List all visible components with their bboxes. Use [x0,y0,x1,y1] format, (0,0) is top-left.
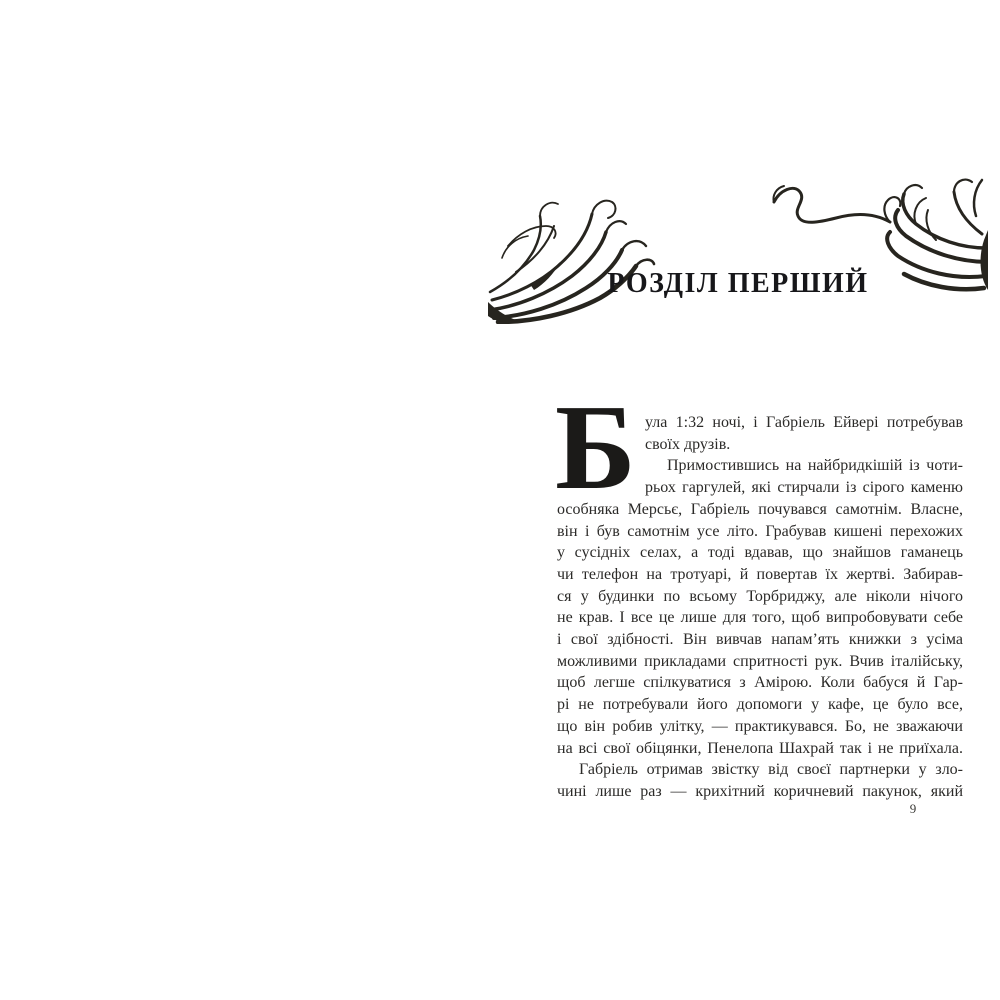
body-text-line: чині лише раз — крихітний коричневий пакунок, який [557,782,963,800]
body-text-line: не крав. І все це лише для того, щоб випробовувати себе [557,609,963,627]
tendril-flourish-left-ornament [488,182,656,324]
body-text-line: щоб легше спілкуватися з Амірою. Коли бабуся й Гар- [557,674,963,692]
body-text-line: особняка Мерсьє, Габріель почувався самотнім. Власне, [557,500,963,518]
body-text-line: він і був самотнім усе літо. Грабував кишені перехожих [557,522,963,540]
body-text-line: на всі свої обіцянки, Пенелопа Шахрай так і не приїхала. [557,739,963,757]
body-text-line: і свої здібності. Він вивчав напам’ять книжки з усіма [557,631,963,649]
body-text [555,380,963,803]
drop-cap: Б [555,380,636,515]
page-number: 9 [909,801,917,816]
body-text-line: ся у будинки по всьому Торбриджу, але ніколи нічого [557,587,963,605]
body-text-line: що він робив улітку, — практикувався. Бо, не зважаючи [557,717,963,735]
body-text-line: чи телефон на тротуарі, й повертав їх жертві. Забирав- [557,565,963,583]
body-text-line: у сусідніх селах, а тоді вдавав, що знайшов гаманець [557,544,963,562]
body-text-line: ула 1:32 ночі, і Габріель Ейвері потребував [645,414,963,431]
body-text-line: Габріель отримав звістку від своєї партнерки у зло- [579,761,963,779]
body-text-line: своїх друзів. [645,435,731,453]
body-text-line: рьох гаргулей, які стирчали із сірого каменю [645,479,963,497]
body-text-line: рі не потребували його допомоги у кафе, це було все, [557,696,963,714]
chapter-heading: РОЗДІЛ ПЕРШИЙ [607,268,869,299]
body-text-line: можливими прикладами спритності рук. Вчив італійську, [557,652,963,670]
body-text-line: Примостившись на найбридкішій із чоти- [667,457,963,475]
page-content [488,0,988,1000]
